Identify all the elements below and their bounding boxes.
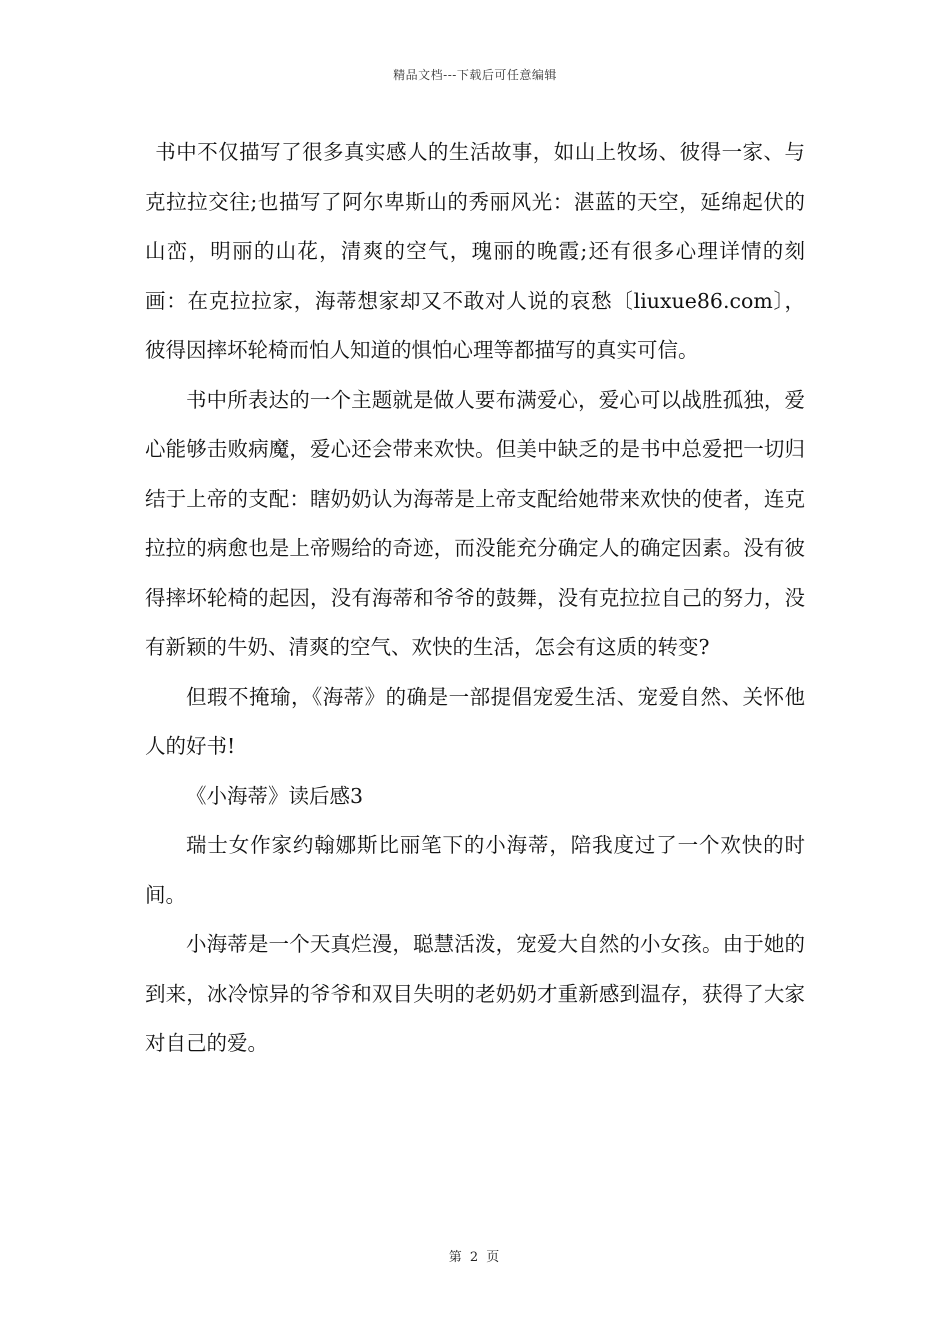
paragraph-heidi: 小海蒂是一个天真烂漫，聪慧活泼，宠爱大自然的小女孩。由于她的到来，冰冷惊异的爷爷和双目失明的老奶奶才重新感到温存，获得了大家对自己的爱。 — [145, 932, 805, 1055]
paragraph-scenery: 书中不仅描写了很多真实感人的生活故事，如山上牧场、彼得一家、与克拉拉交往;也描写了阿尔卑斯山的秀丽风光：湛蓝的天空，延绵起伏的山峦，明丽的山花，清爽的空气，瑰丽的晚霞;还有很多心理详情的刻画：在克拉拉家，海蒂想家却又不敢对人说的哀愁〔liuxue86.com〕，彼得因摔坏轮椅而怕人知道的惧怕心理等都描写的真实可信。 — [145, 140, 805, 362]
paragraph-intro: 瑞士女作家约翰娜斯比丽笔下的小海蒂，陪我度过了一个欢快的时间。 — [145, 833, 805, 907]
page-number: 第 2 页 — [448, 1250, 502, 1265]
document-body — [145, 128, 805, 1069]
paragraph-theme: 书中所表达的一个主题就是做人要布满爱心，爱心可以战胜孤独，爱心能够击败病魔，爱心还会带来欢快。但美中缺乏的是书中总爱把一切归结于上帝的支配：瞎奶奶认为海蒂是上帝支配给她带来欢快的使者，连克拉拉的病愈也是上帝赐给的奇迹，而没能充分确定人的确定因素。没有彼得摔坏轮椅的起因，没有海蒂和爷爷的鼓舞，没有克拉拉自己的努力，没有新颖的牛奶、清爽的空气、欢快的生活，怎会有这质的转变? — [145, 387, 805, 659]
page-header: 精品文档---下载后可任意编辑 — [393, 68, 557, 82]
section-heading: 《小海蒂》读后感3 — [186, 783, 364, 808]
paragraph-conclusion: 但瑕不掩瑜，《海蒂》的确是一部提倡宠爱生活、宠爱自然、关怀他人的好书! — [145, 684, 805, 758]
